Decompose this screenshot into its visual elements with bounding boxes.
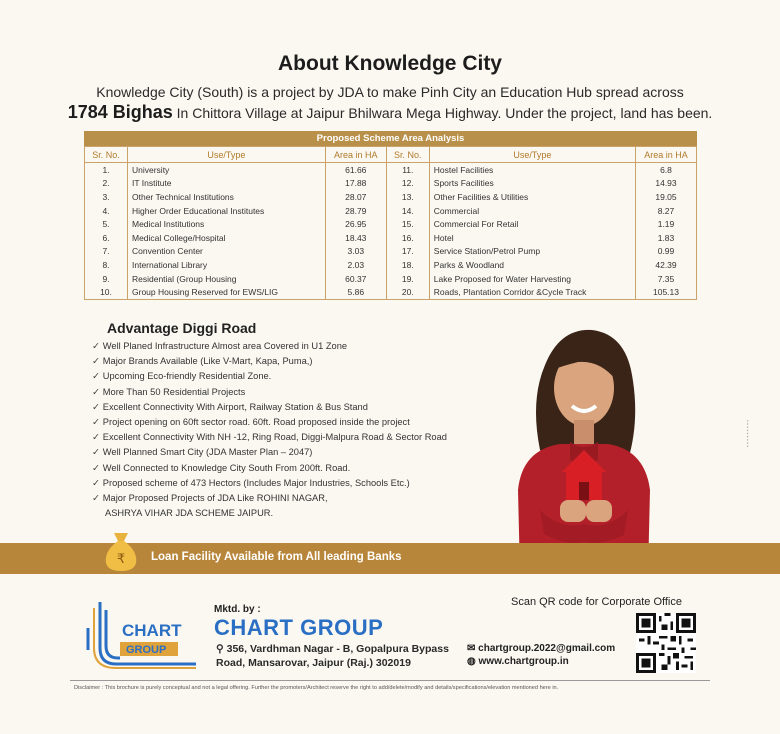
marketed-by-label: Mktd. by : xyxy=(214,604,261,615)
advantage-item xyxy=(92,445,447,460)
email-line[interactable]: ✉ chartgroup.2022@gmail.com xyxy=(467,643,616,654)
cell-area: 61.66 xyxy=(325,163,386,177)
check-icon: ✓ xyxy=(92,477,100,488)
chart-group-logo xyxy=(80,598,200,670)
loan-banner-text: Loan Facility Available from All leading Banks xyxy=(151,551,402,563)
advantage-title: Advantage Diggi Road xyxy=(107,320,257,336)
table-row xyxy=(85,163,697,177)
table-row xyxy=(85,177,697,191)
cell-area: 28.79 xyxy=(325,204,386,218)
cell-sr-no: 6. xyxy=(85,231,128,245)
globe-icon: ◍ xyxy=(467,656,479,667)
table-title: Proposed Scheme Area Analysis xyxy=(84,131,697,146)
cell-use-type: Other Facilities & Utilities xyxy=(429,190,635,204)
cell-sr-no: 13. xyxy=(386,190,429,204)
check-icon: ✓ xyxy=(92,356,100,367)
cell-area: 42.39 xyxy=(636,258,697,272)
check-icon: ✓ xyxy=(92,462,100,473)
cell-use-type: Lake Proposed for Water Harvesting xyxy=(429,272,635,286)
cell-sr-no: 2. xyxy=(85,177,128,191)
cell-use-type: Group Housing Reserved for EWS/LIG xyxy=(128,285,326,299)
cell-area: 5.86 xyxy=(325,285,386,299)
qr-code[interactable] xyxy=(636,613,696,673)
advantage-item-text: Well Planned Smart City (JDA Master Plan – 2047) xyxy=(102,447,313,458)
cell-sr-no: 3. xyxy=(85,190,128,204)
advantage-item-text: Upcoming Eco-friendly Residential Zone. xyxy=(102,371,272,382)
cell-area: 6.8 xyxy=(636,163,697,177)
cell-sr-no: 12. xyxy=(386,177,429,191)
cell-sr-no: 4. xyxy=(85,204,128,218)
company-name: CHART GROUP xyxy=(214,615,384,640)
cell-use-type: Convention Center xyxy=(128,245,326,259)
cell-sr-no: 10. xyxy=(85,285,128,299)
cell-area: 1.19 xyxy=(636,217,697,231)
cell-use-type: Parks & Woodland xyxy=(429,258,635,272)
cell-sr-no: 7. xyxy=(85,245,128,259)
svg-text:₹: ₹ xyxy=(116,552,126,567)
advantage-item xyxy=(92,415,447,430)
advantage-item-text: More Than 50 Residential Projects xyxy=(102,386,246,397)
header-sr-no-2: Sr. No. xyxy=(386,147,429,163)
table-row xyxy=(85,190,697,204)
advantage-item-text: Major Proposed Projects of JDA Like ROHINI NAGAR, xyxy=(102,492,328,503)
cell-sr-no: 8. xyxy=(85,258,128,272)
check-icon: ✓ xyxy=(92,386,100,397)
cell-sr-no: 20. xyxy=(386,285,429,299)
table-row xyxy=(85,258,697,272)
cell-use-type: Other Technical Institutions xyxy=(128,190,326,204)
cell-use-type: Hostel Facilities xyxy=(429,163,635,177)
money-bag-icon xyxy=(100,525,142,573)
cell-use-type: Medical College/Hospital xyxy=(128,231,326,245)
logo-line-1: CHART xyxy=(122,621,182,640)
check-icon: ✓ xyxy=(92,371,100,382)
stock-credit-mark: ▪ ▪ ▪ ▪ ▪ ▪ ▪ ▪ ▪ xyxy=(744,420,750,448)
advantage-item xyxy=(92,400,447,415)
cell-sr-no: 9. xyxy=(85,272,128,286)
check-icon: ✓ xyxy=(92,492,100,503)
intro-line-1: Knowledge City (South) is a project by JDA to make Pinh City an Education Hub spread across xyxy=(96,84,684,100)
cell-area: 1.83 xyxy=(636,231,697,245)
cell-area: 0.99 xyxy=(636,245,697,259)
cell-sr-no: 19. xyxy=(386,272,429,286)
cell-area: 14.93 xyxy=(636,177,697,191)
cell-area: 18.43 xyxy=(325,231,386,245)
table-body xyxy=(85,163,697,300)
cell-use-type: Commercial xyxy=(429,204,635,218)
cell-use-type: Commercial For Retail xyxy=(429,217,635,231)
woman-holding-house-image xyxy=(500,310,660,574)
cell-use-type: Higher Order Educational Institutes xyxy=(128,204,326,218)
location-pin-icon: ⚲ xyxy=(216,643,227,655)
cell-sr-no: 1. xyxy=(85,163,128,177)
logo-line-2: GROUP xyxy=(126,644,167,656)
cell-area: 60.37 xyxy=(325,272,386,286)
footer-divider xyxy=(70,680,710,681)
cell-area: 3.03 xyxy=(325,245,386,259)
cell-area: 17.88 xyxy=(325,177,386,191)
header-use-type-2: Use/Type xyxy=(429,147,635,163)
check-icon: ✓ xyxy=(92,432,100,443)
cell-use-type: Medical Institutions xyxy=(128,217,326,231)
cell-sr-no: 15. xyxy=(386,217,429,231)
disclaimer: Disclaimer : This brochure is purely conceptual and not a legal offering. Further the promoters/Architect reserve the right to add/delete/modify and details/specifications/elevation mentioned here in. xyxy=(74,685,559,691)
check-icon: ✓ xyxy=(92,341,100,351)
check-icon: ✓ xyxy=(92,447,100,458)
advantage-item xyxy=(92,476,447,491)
advantage-item-text: Excellent Connectivity With Airport, Railway Station & Bus Stand xyxy=(102,401,368,412)
advantage-item xyxy=(92,354,447,369)
table-row xyxy=(85,285,697,299)
advantage-item-text: Well Connected to Knowledge City South From 200ft. Road. xyxy=(102,462,351,473)
intro-highlight: 1784 Bighas xyxy=(67,102,173,122)
cell-sr-no: 16. xyxy=(386,231,429,245)
scan-qr-text: Scan QR code for Corporate Office xyxy=(511,596,682,608)
area-analysis-table xyxy=(84,131,697,300)
cell-area: 7.35 xyxy=(636,272,697,286)
table-row xyxy=(85,272,697,286)
mail-icon: ✉ xyxy=(467,643,479,654)
advantage-item xyxy=(92,491,447,506)
cell-use-type: Service Station/Petrol Pump xyxy=(429,245,635,259)
cell-use-type: Roads, Plantation Corridor &Cycle Track xyxy=(429,285,635,299)
cell-use-type: Residential (Group Housing xyxy=(128,272,326,286)
website-line[interactable]: ◍ www.chartgroup.in xyxy=(467,656,569,667)
advantage-item-text: Well Planed Infrastructure Almost area Covered in U1 Zone xyxy=(102,341,348,351)
table-row xyxy=(85,231,697,245)
cell-sr-no: 11. xyxy=(386,163,429,177)
cell-use-type: Hotel xyxy=(429,231,635,245)
advantage-item xyxy=(92,430,447,445)
advantage-item-text: Project opening on 60ft sector road. 60ft. Road proposed inside the project xyxy=(102,416,410,427)
check-icon: ✓ xyxy=(92,401,100,412)
cell-sr-no: 5. xyxy=(85,217,128,231)
intro-line-2-text: In Chittora Village at Jaipur Bhilwara Mega Highway. Under the project, land has been. xyxy=(172,105,713,121)
advantage-item xyxy=(92,339,447,354)
table-row xyxy=(85,217,697,231)
cell-use-type: Sports Facilities xyxy=(429,177,635,191)
advantage-item-text: Major Brands Available (Like V-Mart, Kapa, Puma,) xyxy=(102,356,313,367)
advantage-item-text: Proposed scheme of 473 Hectors (Includes Major Industries, Schools Etc.) xyxy=(102,477,410,488)
page-title: About Knowledge City xyxy=(278,52,502,75)
cell-sr-no: 14. xyxy=(386,204,429,218)
intro-line-2 xyxy=(0,102,780,123)
cell-area: 19.05 xyxy=(636,190,697,204)
header-area-2: Area in HA xyxy=(636,147,697,163)
cell-area: 26.95 xyxy=(325,217,386,231)
advantage-item-text: Excellent Connectivity With NH -12, Ring Road, Diggi-Malpura Road & Sector Road xyxy=(102,432,447,443)
header-sr-no: Sr. No. xyxy=(85,147,128,163)
table-header-row xyxy=(85,147,697,163)
advantage-item xyxy=(92,369,447,384)
cell-use-type: University xyxy=(128,163,326,177)
header-use-type: Use/Type xyxy=(128,147,326,163)
cell-use-type: International Library xyxy=(128,258,326,272)
advantage-list xyxy=(92,339,447,521)
check-icon: ✓ xyxy=(92,416,100,427)
address-line-1: ⚲ 356, Vardhman Nagar - B, Gopalpura Bypass xyxy=(216,643,449,655)
advantage-item xyxy=(92,385,447,400)
header-area: Area in HA xyxy=(325,147,386,163)
cell-area: 105.13 xyxy=(636,285,697,299)
cell-use-type: IT Institute xyxy=(128,177,326,191)
cell-area: 28.07 xyxy=(325,190,386,204)
cell-area: 2.03 xyxy=(325,258,386,272)
table-row xyxy=(85,204,697,218)
advantage-item-continuation: ASHRYA VIHAR JDA SCHEME JAIPUR. xyxy=(105,508,274,519)
advantage-item xyxy=(92,461,447,476)
cell-area: 8.27 xyxy=(636,204,697,218)
table-row xyxy=(85,245,697,259)
cell-sr-no: 17. xyxy=(386,245,429,259)
cell-sr-no: 18. xyxy=(386,258,429,272)
address-line-2: Road, Mansarovar, Jaipur (Raj.) 302019 xyxy=(216,657,411,669)
